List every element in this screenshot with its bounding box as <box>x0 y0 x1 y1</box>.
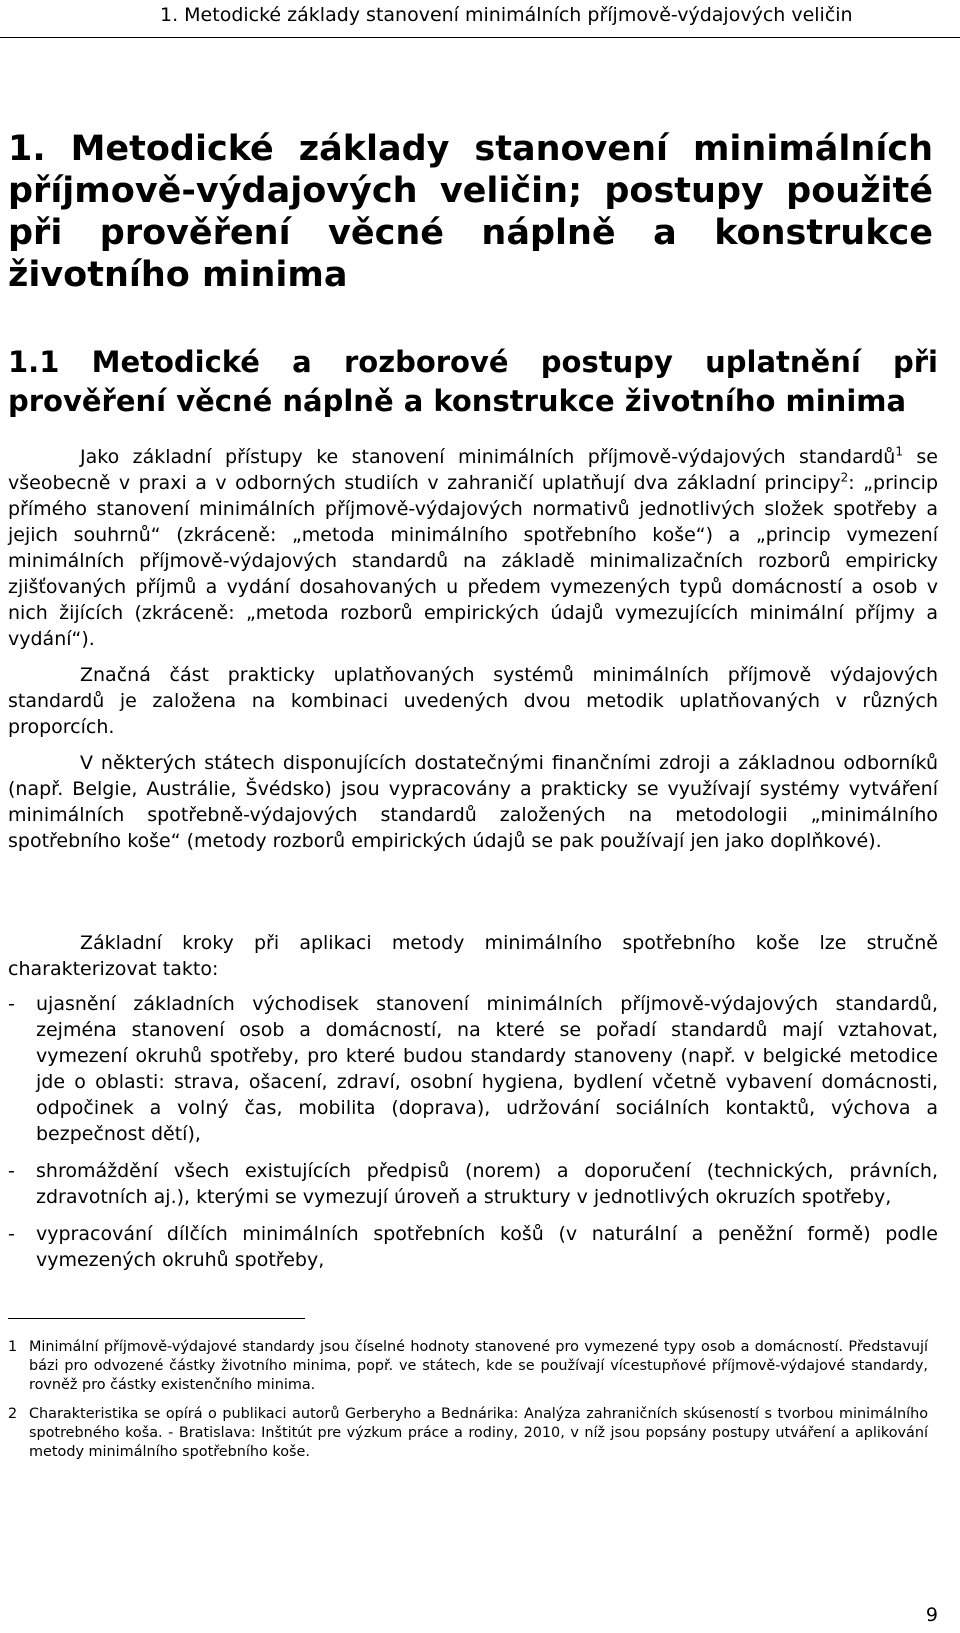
paragraph-1-text-a: Jako základní přístupy ke stanovení minimálních příjmově-výdajových standardů <box>80 446 896 468</box>
running-header: 1. Metodické základy stanovení minimálních příjmově-výdajových veličin <box>160 4 853 26</box>
footnote-number: 2 <box>8 1406 18 1422</box>
list-dash: - <box>8 993 15 1015</box>
list-item-text: ujasnění základních východisek stanovení minimálních příjmově-výdajových standardů, zejména stanovení osob a domácností, na které se pořadí standardů mají vztahovat, vymezení okruhů spotřeby, pro které budou standardy stanoveny (např. v belgické metodice jde o oblasti: strava, ošacení, zdraví, osobní hygiena, bydlení včetně vybavení domácnosti, odpočinek a volný čas, mobilita (doprava), udržování sociálních kontaktů, výchova a bezpečnost dětí), <box>36 993 938 1145</box>
footnote-2 <box>8 1405 928 1462</box>
footnote-1 <box>8 1338 928 1395</box>
list-dash: - <box>8 1223 15 1245</box>
footnote-ref-1: 1 <box>895 444 903 459</box>
paragraph-2: Značná část prakticky uplatňovaných systémů minimálních příjmově výdajových standardů je založena na kombinaci uvedených dvou metodik uplatňovaných v různých proporcích. <box>8 664 938 738</box>
chapter-title: 1. Metodické základy stanovení minimálních příjmově-výdajových veličin; postupy použité při prověření věcné náplně a konstrukce životního minima <box>8 129 933 295</box>
steps-list <box>8 991 938 1284</box>
footnote-text: Charakteristika se opírá o publikaci autorů Gerberyho a Bednárika: Analýza zahraničních skúseností s tvorbou minimálního spotrebného koša. - Bratislava: Inštitút pre výzkum práce a rodiny, 2010, v níž jsou popsány postupy utváření a aplikování metody minimálního spotřebního koše. <box>29 1406 928 1460</box>
header-divider <box>0 37 960 38</box>
list-item-text: shromáždění všech existujících předpisů (norem) a doporučení (technických, právních, zdravotních aj.), kterými se vymezují úroveň a struktury v jednotlivých okruzích spotřeby, <box>36 1160 938 1208</box>
list-item <box>8 1158 938 1210</box>
footnote-divider <box>8 1318 305 1319</box>
list-dash: - <box>8 1160 15 1182</box>
paragraph-4: Základní kroky při aplikaci metody minimálního spotřebního koše lze stručně charakterizovat takto: <box>8 932 938 980</box>
paragraph-3: V některých státech disponujících dostatečnými finančními zdroji a základnou odborníků (např. Belgie, Austrálie, Švédsko) jsou vypracovány a prakticky se využívají systémy vytváření minimálních spotřebně-výdajových standardů založených na metodologii „minimálního spotřebního koše“ (metody rozborů empirických údajů se pak používají jen jako doplňkové). <box>8 752 938 852</box>
list-item <box>8 1221 938 1273</box>
paragraph-1-text-b: se všeobecně v praxi a v odborných studiích v zahraničí uplatňují dva základní principy <box>8 446 938 494</box>
list-item <box>8 991 938 1147</box>
list-item-text: vypracování dílčích minimálních spotřebních košů (v naturální a peněžní formě) podle vymezených okruhů spotřeby, <box>36 1223 938 1271</box>
footnote-text: Minimální příjmově-výdajové standardy jsou číselné hodnoty stanovené pro vymezené typy osob a domácností. Představují bázi pro odvozené částky životního minima, popř. ve státech, kde se používají vícestupňové příjmově-výdajové standardy, rovněž pro částky existenčního minima. <box>29 1339 928 1393</box>
section-title: 1.1 Metodické a rozborové postupy uplatnění při prověření věcné náplně a konstrukce životního minima <box>8 345 938 418</box>
paragraph-1-text-c: : „princip přímého stanovení minimálních příjmově-výdajových normativů jednotlivých složek spotřeby a jejich souhrnů“ (zkráceně: „metoda minimálního spotřebního koše“) a „princip vymezení minimálních příjmově-výdajových standardů na základě minimalizačních rozborů empiricky zjišťovaných příjmů a vydání dosahovaných u předem vymezených typů domácností a osob v nich žijících (zkráceně: „metoda rozborů empirických údajů vymezujících minimální příjmy a vydání“). <box>8 472 938 650</box>
paragraph-1 <box>8 444 938 652</box>
footnote-ref-2: 2 <box>840 470 849 485</box>
page-number: 9 <box>925 1604 938 1626</box>
footnote-number: 1 <box>8 1339 18 1355</box>
